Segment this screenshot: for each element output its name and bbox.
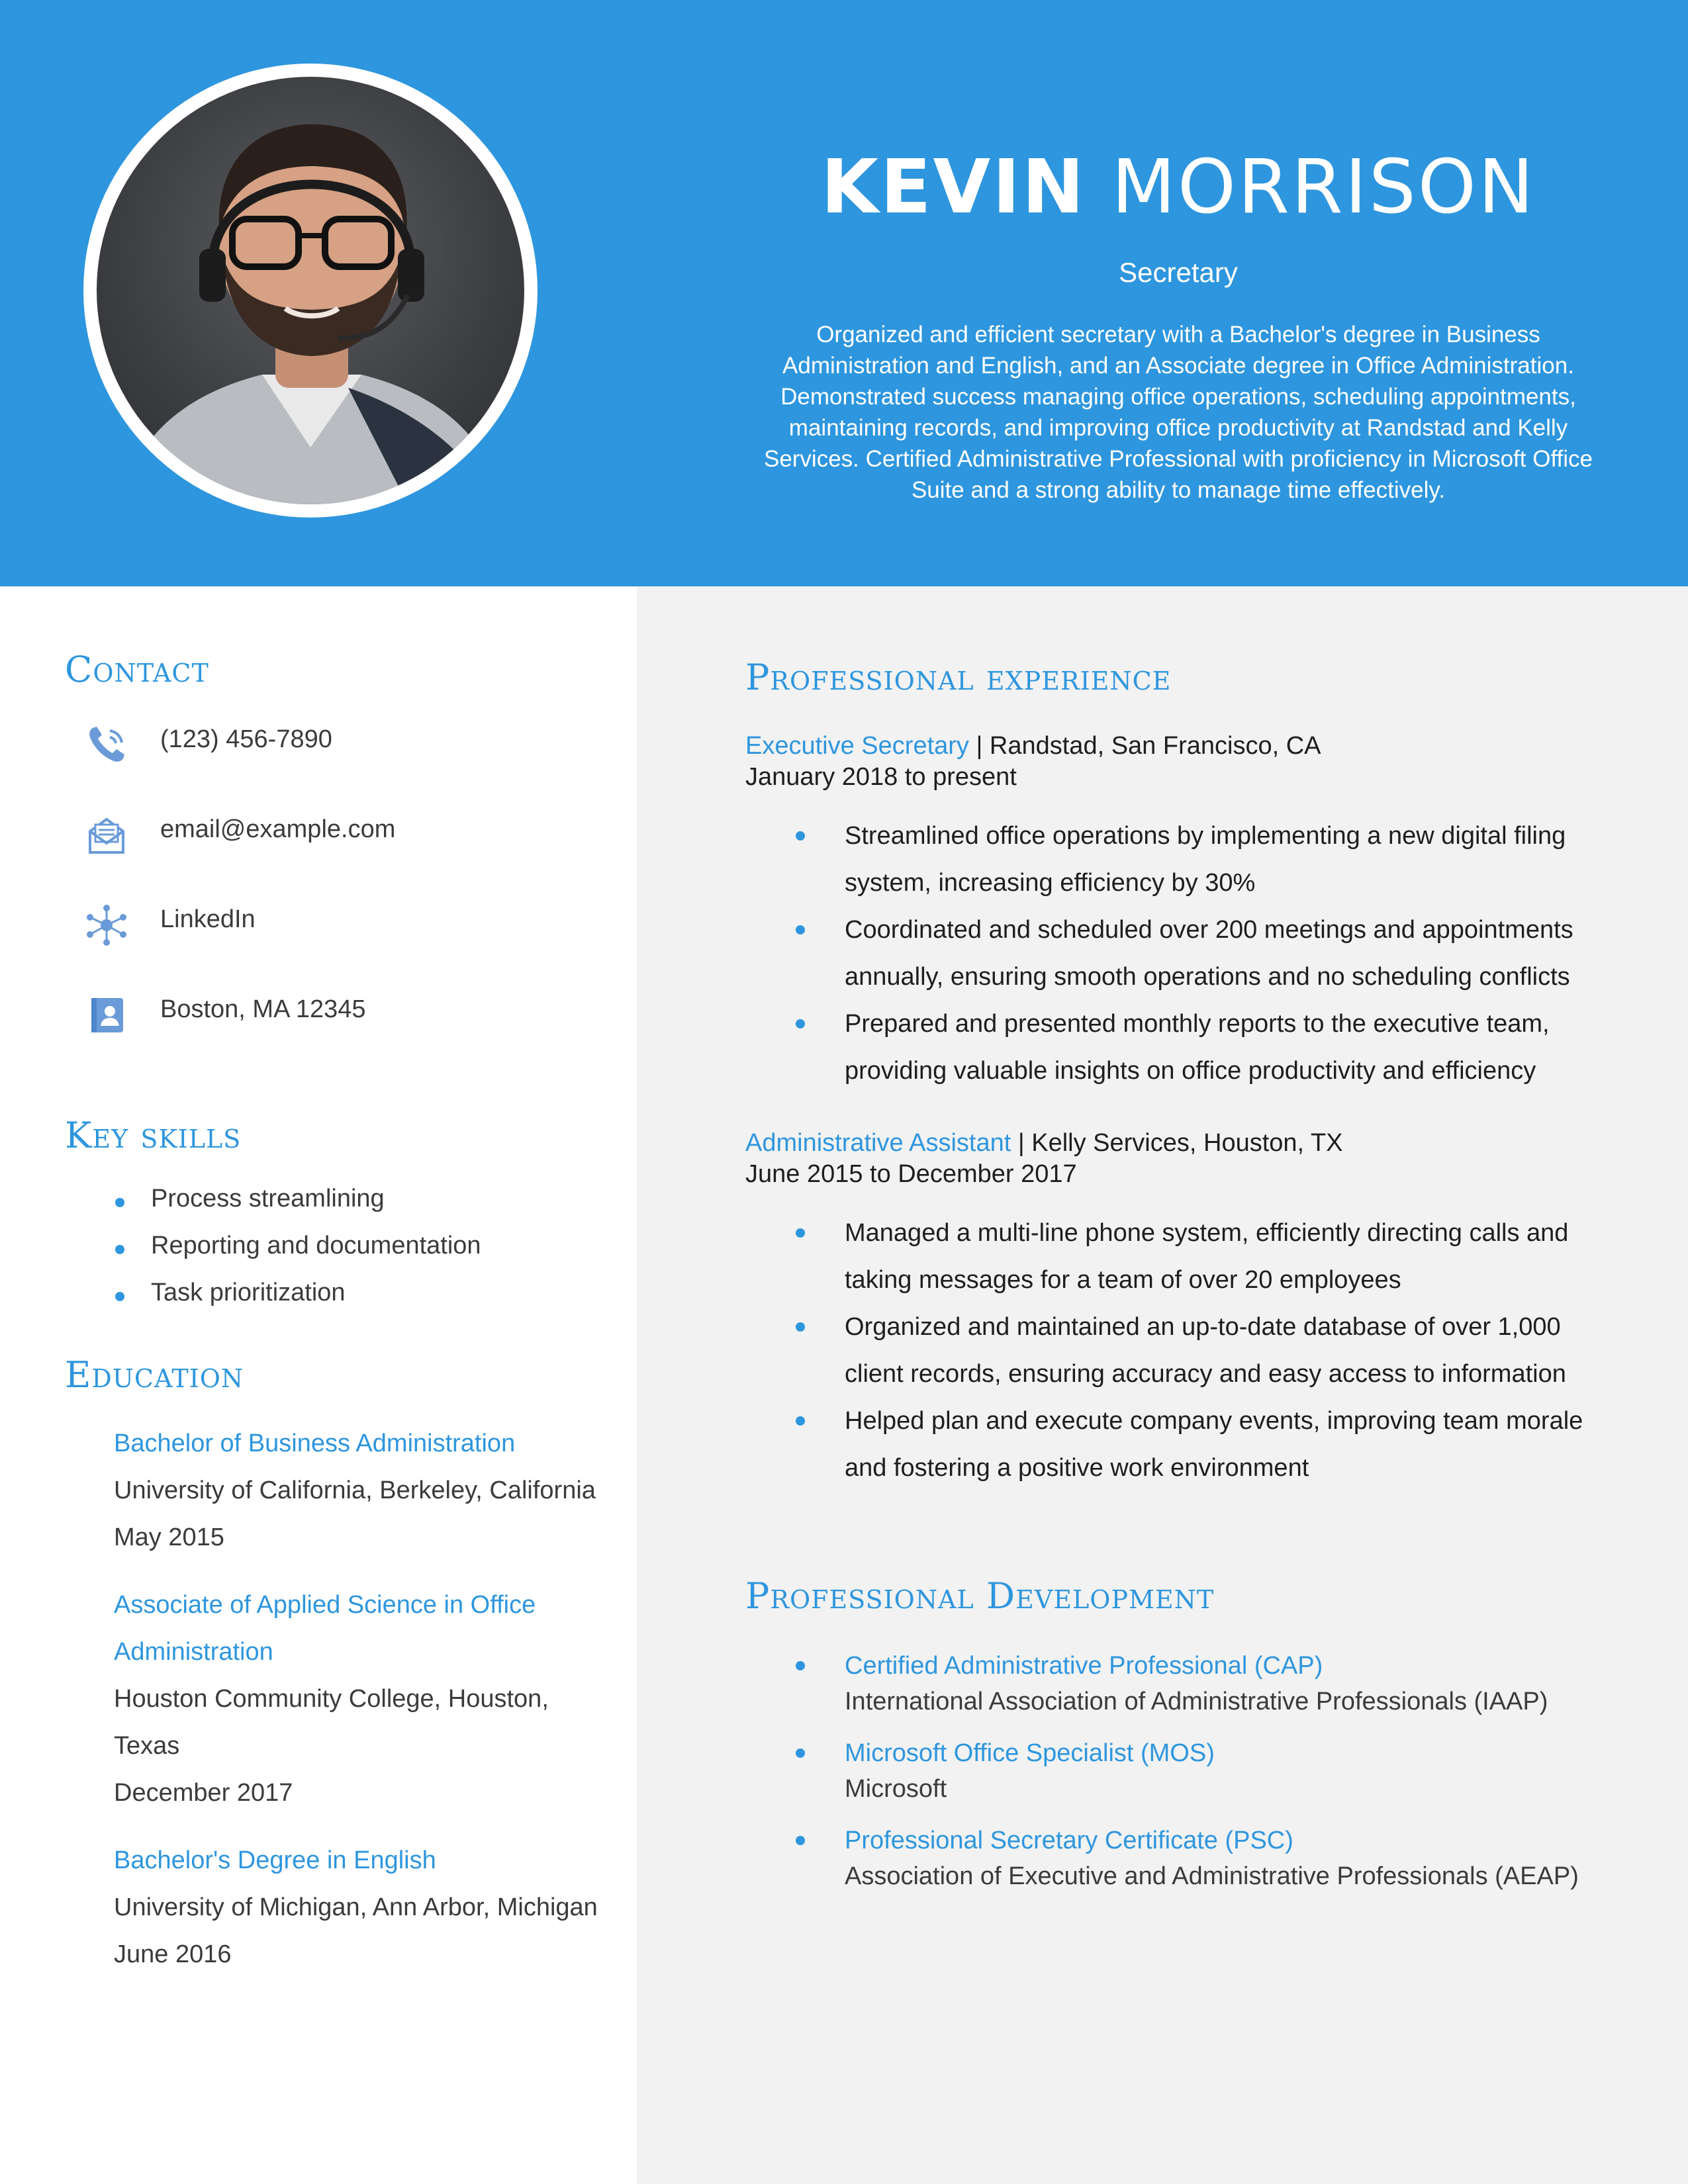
job-bullet: Helped plan and execute company events, improving team morale and fostering a positive work environment xyxy=(745,1398,1606,1492)
contact-heading: Contact xyxy=(65,649,209,690)
certification-org: Microsoft xyxy=(845,1775,947,1803)
contact-card-icon xyxy=(83,991,130,1038)
certification-org: International Association of Administrative Professionals (IAAP) xyxy=(845,1688,1548,1715)
certification-name: Professional Secretary Certificate (PSC) xyxy=(845,1827,1293,1854)
contact-phone-row xyxy=(83,716,613,769)
contact-location: Boston, MA 12345 xyxy=(160,995,366,1023)
certifications-list xyxy=(745,1648,1639,1910)
graduation-date: May 2015 xyxy=(114,1524,224,1551)
first-name: KEVIN xyxy=(821,144,1086,230)
job-bullets xyxy=(745,813,1606,1095)
education-entry xyxy=(114,1837,617,1978)
contact-email[interactable]: email@example.com xyxy=(160,815,396,843)
profile-photo-frame xyxy=(83,64,538,518)
job-role: Secretary xyxy=(1119,257,1238,288)
degree-name-line-2: Administration xyxy=(114,1638,273,1666)
school-name: University of California, Berkeley, California xyxy=(114,1477,596,1504)
profile-summary: Organized and efficient secretary with a Bachelor's degree in Business Administration and English, and an Associate degree in Office Administration. Demonstrated success managing office operations, scheduling appointments, maintaining records, and improving office productivity at Randstad and Kelly Services. Certified Administrative Professional with proficiency in Microsoft Office Suite and a strong ability to manage time effectively. xyxy=(763,322,1593,503)
job-bullet: Streamlined office operations by implementing a new digital filing system, increasing efficiency by 30% xyxy=(745,813,1606,907)
job-header xyxy=(745,731,1321,793)
degree-name: Bachelor's Degree in English xyxy=(114,1846,436,1874)
header-band xyxy=(0,0,1688,586)
skills-list xyxy=(111,1185,481,1326)
job-bullet: Prepared and presented monthly reports to the executive team, providing valuable insights on office productivity and efficiency xyxy=(745,1001,1606,1095)
certification-item xyxy=(745,1648,1639,1735)
job-bullet: Coordinated and scheduled over 200 meetings and appointments annually, ensuring smooth operations and no scheduling conflicts xyxy=(745,907,1606,1001)
contact-location-row xyxy=(83,986,613,1039)
key-skills-heading: Key skills xyxy=(65,1115,242,1156)
school-name-line-1: Houston Community College, Houston, xyxy=(114,1685,549,1713)
education-entry xyxy=(114,1582,617,1817)
education-entry xyxy=(114,1420,617,1561)
certification-item xyxy=(745,1735,1639,1823)
job-header xyxy=(745,1128,1343,1190)
school-name: University of Michigan, Ann Arbor, Michigan xyxy=(114,1893,598,1921)
phone-icon xyxy=(83,721,130,768)
job-company: | Randstad, San Francisco, CA xyxy=(968,732,1321,760)
education-heading: Education xyxy=(65,1354,244,1396)
certification-item xyxy=(745,1823,1639,1910)
email-icon xyxy=(83,811,130,858)
certification-name: Microsoft Office Specialist (MOS) xyxy=(845,1739,1215,1767)
certification-name: Certified Administrative Professional (CAP) xyxy=(845,1652,1323,1680)
contact-linkedin[interactable]: LinkedIn xyxy=(160,905,256,933)
job-bullet: Managed a multi-line phone system, efficiently directing calls and taking messages for a team of over 20 employees xyxy=(745,1210,1606,1304)
contact-linkedin-row xyxy=(83,896,613,949)
experience-heading: Professional experience xyxy=(745,657,1172,698)
job-bullets xyxy=(745,1210,1606,1492)
graduation-date: December 2017 xyxy=(114,1779,293,1807)
job-company: | Kelly Services, Houston, TX xyxy=(1011,1129,1343,1157)
contact-email-row xyxy=(83,806,613,859)
last-name: MORRISON xyxy=(1111,144,1536,230)
certification-org: Association of Executive and Administrative Professionals (AEAP) xyxy=(845,1862,1579,1890)
contact-phone: (123) 456-7890 xyxy=(160,725,332,753)
skill-item: Task prioritization xyxy=(111,1279,481,1326)
job-dates: June 2015 to December 2017 xyxy=(745,1160,1077,1188)
degree-name: Bachelor of Business Administration xyxy=(114,1430,516,1457)
school-name-line-2: Texas xyxy=(114,1732,180,1760)
graduation-date: June 2016 xyxy=(114,1940,232,1968)
development-heading: Professional Development xyxy=(745,1575,1215,1617)
job-title: Administrative Assistant xyxy=(745,1129,1011,1157)
skill-item: Reporting and documentation xyxy=(111,1232,481,1279)
candidate-name xyxy=(715,144,1642,230)
profile-photo xyxy=(97,77,524,504)
job-bullet: Organized and maintained an up-to-date database of over 1,000 client records, ensuring accuracy and easy access to information xyxy=(745,1304,1606,1398)
degree-name-line-1: Associate of Applied Science in Office xyxy=(114,1591,536,1619)
job-title: Executive Secretary xyxy=(745,732,969,760)
skill-item: Process streamlining xyxy=(111,1185,481,1232)
portrait-illustration xyxy=(97,77,524,504)
network-icon xyxy=(83,901,130,948)
job-dates: January 2018 to present xyxy=(745,763,1017,791)
